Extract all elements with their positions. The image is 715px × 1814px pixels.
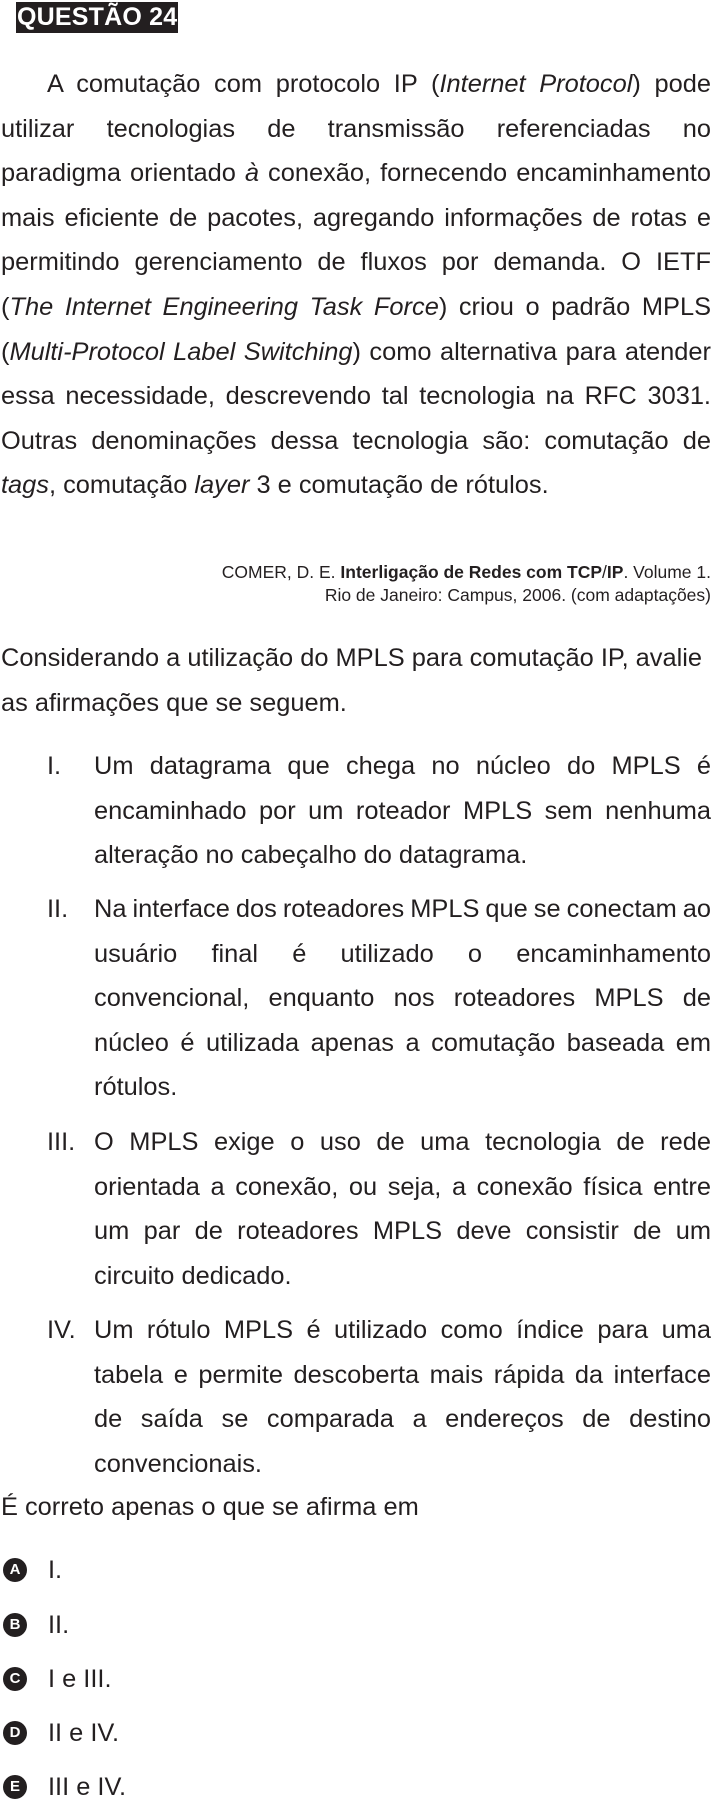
statement-text: O MPLS exige o uso de uma tecnologia de rede orientada a conexão, ou seja, a conexão física entre um par de roteadores MPLS deve consistir de um circuito dedicado. xyxy=(94,1128,711,1290)
statement-text: Um rótulo MPLS é utilizado como índice para uma tabela e permite descoberta mais rápida da interface de saída se comparada a endereços de destino convencionais. xyxy=(94,1316,711,1478)
option-letter-badge: E xyxy=(3,1775,27,1799)
option-letter-badge: D xyxy=(3,1721,27,1745)
statement-numeral: I. xyxy=(47,752,62,780)
option-letter-badge: C xyxy=(3,1667,27,1691)
question-intro: Considerando a utilização do MPLS para comutação IP, avalie as afirmações que se seguem. xyxy=(1,644,703,717)
statement-numeral: II. xyxy=(47,895,69,923)
option-text: I e III. xyxy=(48,1665,112,1693)
option-letter-badge: A xyxy=(3,1558,27,1582)
option-text: III e IV. xyxy=(48,1773,127,1801)
citation-line-1: COMER, D. E. Interligação de Redes com TCP/IP. Volume 1. xyxy=(221,562,711,582)
option-letter-badge: B xyxy=(3,1613,27,1637)
option-text: I. xyxy=(48,1556,63,1584)
question-prompt: É correto apenas o que se afirma em xyxy=(1,1493,419,1521)
option-text: II e IV. xyxy=(48,1719,120,1747)
citation-line-2: Rio de Janeiro: Campus, 2006. (com adaptações) xyxy=(324,585,711,605)
option-text: II. xyxy=(48,1611,70,1639)
question-title: QUESTÃO 24 xyxy=(17,3,178,31)
statement-numeral: IV. xyxy=(47,1316,76,1344)
passage-paragraph: A comutação com protocolo IP (Internet Protocol) pode utilizar tecnologias de transmissão referenciadas no paradigma orientado à conexão, fornecendo encaminhamento mais eficiente de pacotes, agregando informações de rotas e permitindo gerenciamento de fluxos por demanda. O IETF (The Internet Engineering Task Force) criou o padrão MPLS (Multi-Protocol Label Switching) como alternativa para atender essa necessidade, descrevendo tal tecnologia na RFC 3031. Outras denominações dessa tecnologia são: comutação de tags, comutação layer 3 e comutação de rótulos. xyxy=(1,70,711,500)
statement-text: Um datagrama que chega no núcleo do MPLS é encaminhado por um roteador MPLS sem nenhuma alteração no cabeçalho do datagrama. xyxy=(94,752,711,870)
statement-text: Na interface dos roteadores MPLS que se conectam ao usuário final é utilizado o encaminhamento convencional, enquanto nos roteadores MPLS de núcleo é utilizada apenas a comutação baseada em rótulos. xyxy=(94,895,711,1102)
statement-numeral: III. xyxy=(47,1128,76,1156)
